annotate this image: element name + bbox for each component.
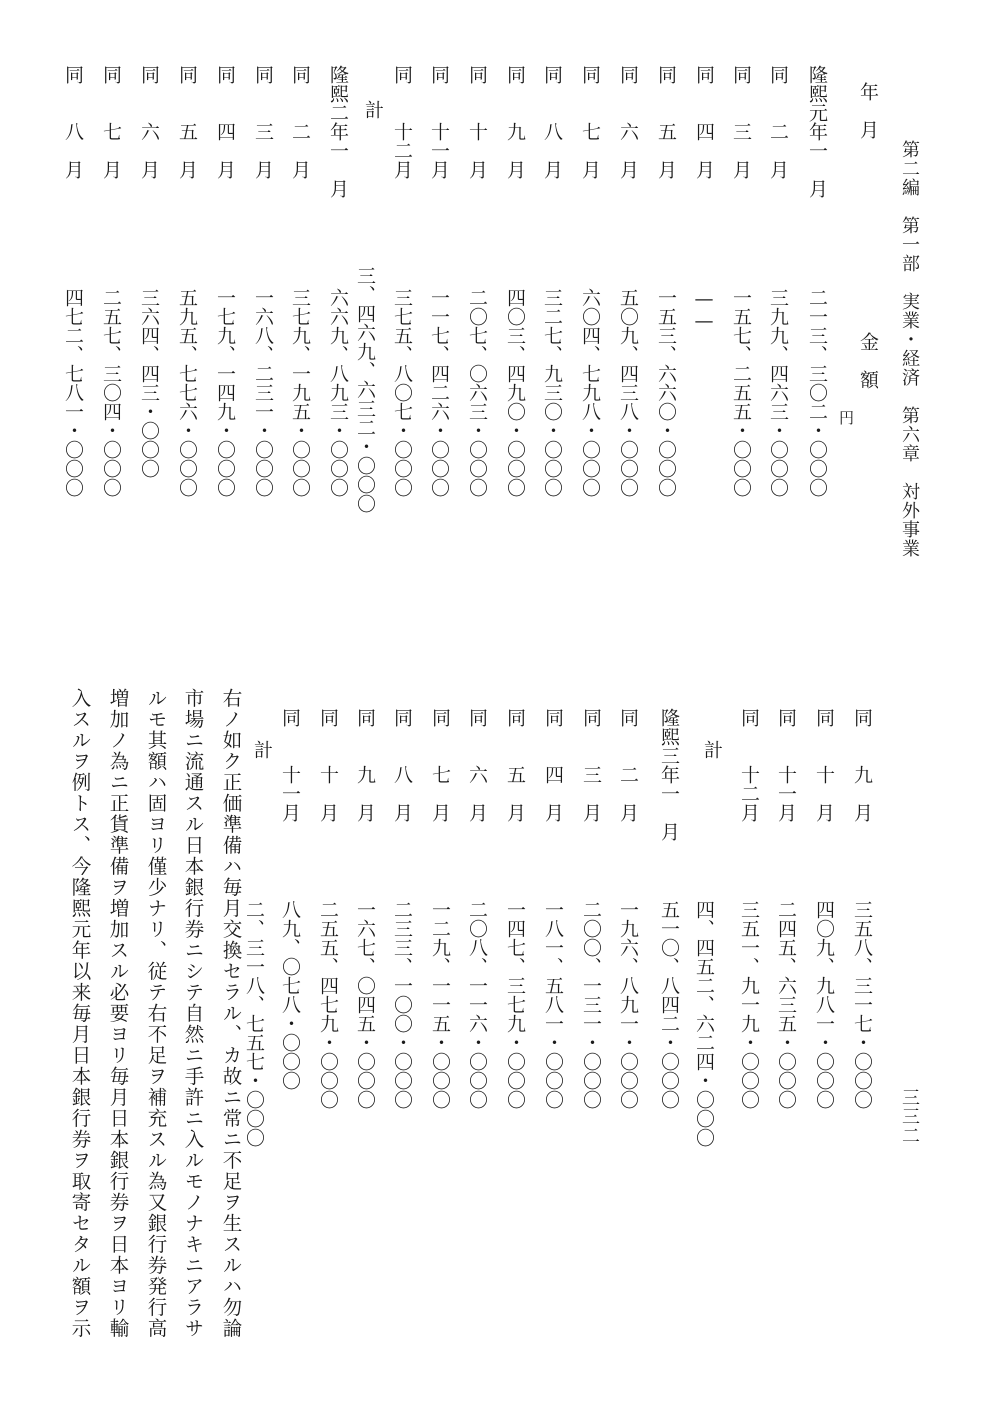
total-amount: 三、四六九、六三二・〇〇〇 (354, 266, 376, 513)
month-cell: 同 八 月 (391, 708, 413, 822)
body-line: ルモ其額ハ固ヨリ僅少ナリ、従テ右不足ヲ補充スル為又銀行券発行高 (144, 688, 168, 1339)
body-line: 市場ニ流通スル日本銀行券ニシテ自然ニ手許ニ入ルモノナキニアラサ (181, 688, 205, 1339)
amount-cell: 一八一、五八一・〇〇〇 (542, 900, 564, 1109)
month-cell: 隆熙元年一 月 (806, 65, 828, 198)
month-cell: 同 四 月 (542, 708, 564, 822)
amount-cell: —— (693, 288, 715, 332)
amount-cell: 五一〇、八四二・〇〇〇 (658, 900, 680, 1109)
month-cell: 同 三 月 (580, 708, 602, 822)
month-cell: 同 十 月 (813, 708, 835, 822)
amount-cell: 一一七、四二六・〇〇〇 (428, 288, 450, 497)
total-label: 計 (251, 740, 273, 759)
amount-cell: 四〇九、九八一・〇〇〇 (813, 900, 835, 1109)
amount-cell: 二一三、三〇二・〇〇〇 (806, 288, 828, 497)
month-cell: 同 五 月 (655, 65, 677, 179)
month-cell: 同 六 月 (138, 65, 160, 179)
amount-cell: 五〇九、四三八・〇〇〇 (617, 288, 639, 497)
month-cell: 同 三 月 (252, 65, 274, 179)
month-cell: 同 五 月 (176, 65, 198, 179)
amount-cell: 三七九、一九五・〇〇〇 (289, 288, 311, 497)
total-amount: 四、四五二、六二四・〇〇〇 (693, 900, 715, 1147)
amount-cell: 二〇七、〇六三・〇〇〇 (466, 288, 488, 497)
month-cell: 同 十一月 (775, 708, 797, 822)
amount-cell: 一五七、二五五・〇〇〇 (730, 288, 752, 497)
month-cell: 同 十 月 (466, 65, 488, 179)
amount-cell: 二〇八、一一六・〇〇〇 (466, 900, 488, 1109)
amount-cell: 三七五、八〇七・〇〇〇 (391, 288, 413, 497)
amount-cell: 二四五、六三五・〇〇〇 (775, 900, 797, 1109)
col-heading-amount: 金 額 (857, 332, 879, 389)
amount-cell: 三二七、九三〇・〇〇〇 (541, 288, 563, 497)
month-cell: 同 八 月 (541, 65, 563, 179)
total-label: 計 (362, 100, 384, 119)
amount-cell: 一四七、三七九・〇〇〇 (504, 900, 526, 1109)
month-cell: 隆熙二年一 月 (327, 65, 349, 198)
amount-cell: 三五八、三一七・〇〇〇 (851, 900, 873, 1109)
amount-cell: 三九九、四六三・〇〇〇 (767, 288, 789, 497)
amount-cell: 六六九、八九三・〇〇〇 (327, 288, 349, 497)
amount-cell: 三六四、四三・〇〇〇 (138, 288, 160, 478)
amount-cell: 五九五、七七六・〇〇〇 (176, 288, 198, 497)
amount-cell: 二五五、四七九・〇〇〇 (317, 900, 339, 1109)
month-cell: 隆熙三年一 月 (658, 708, 680, 841)
month-cell: 同 十二月 (738, 708, 760, 822)
amount-cell: 一七九、一四九・〇〇〇 (214, 288, 236, 497)
amount-cell: 二三三、一〇〇・〇〇〇 (391, 900, 413, 1109)
month-cell: 同 七 月 (429, 708, 451, 822)
amount-cell: 四〇三、四九〇・〇〇〇 (504, 288, 526, 497)
amount-cell: 一二九、一一五・〇〇〇 (429, 900, 451, 1109)
amount-cell: 八九、〇七八・〇〇〇 (279, 900, 301, 1090)
month-cell: 同 二 月 (617, 708, 639, 822)
body-line: 増加ノ為ニ正貨準備ヲ増加スル必要ヨリ毎月日本銀行券ヲ日本ヨリ輸 (106, 688, 130, 1339)
month-cell: 同 二 月 (289, 65, 311, 179)
month-cell: 同 八 月 (62, 65, 84, 179)
amount-cell: 一五三、六六〇・〇〇〇 (655, 288, 677, 497)
amount-cell: 一六八、二三一・〇〇〇 (252, 288, 274, 497)
amount-cell: 二五七、三〇四・〇〇〇 (100, 288, 122, 497)
col-heading-month: 年 月 (857, 82, 879, 139)
total-amount: 二、三一八、七五七・〇〇〇 (243, 900, 265, 1147)
month-cell: 同 九 月 (504, 65, 526, 179)
month-cell: 同 六 月 (617, 65, 639, 179)
month-cell: 同 四 月 (214, 65, 236, 179)
amount-cell: 二〇〇、一三一・〇〇〇 (580, 900, 602, 1109)
month-cell: 同 九 月 (851, 708, 873, 822)
month-cell: 同 三 月 (730, 65, 752, 179)
body-line: 右ノ如ク正価準備ハ毎月交換セラル、カ故ニ常ニ不足ヲ生スルハ勿論 (219, 688, 243, 1339)
month-cell: 同 四 月 (693, 65, 715, 179)
month-cell: 同 九 月 (354, 708, 376, 822)
month-cell: 同 二 月 (767, 65, 789, 179)
month-cell: 同 十 月 (317, 708, 339, 822)
page-number: 三三二 (899, 1088, 920, 1145)
amount-cell: 一六七、〇四五・〇〇〇 (354, 900, 376, 1109)
total-label: 計 (701, 740, 723, 759)
amount-cell: 三五一、九一九・〇〇〇 (738, 900, 760, 1109)
month-cell: 同 五 月 (504, 708, 526, 822)
month-cell: 同 七 月 (579, 65, 601, 179)
running-title: 第二編 第一部 実業・経済 第六章 対外事業 (899, 140, 920, 558)
month-cell: 同 十二月 (391, 65, 413, 179)
amount-cell: 一九六、八九一・〇〇〇 (617, 900, 639, 1109)
month-cell: 同 十一月 (428, 65, 450, 179)
amount-cell: 四七二、七八一・〇〇〇 (62, 288, 84, 497)
month-cell: 同 六 月 (466, 708, 488, 822)
month-cell: 同 十一月 (279, 708, 301, 822)
body-line: 入スルヲ例トス、今隆熙元年以来毎月日本銀行券ヲ取寄セタル額ヲ示 (68, 688, 92, 1339)
amount-cell: 六〇四、七九八・〇〇〇 (579, 288, 601, 497)
unit-yen: 円 (837, 410, 855, 425)
month-cell: 同 七 月 (100, 65, 122, 179)
